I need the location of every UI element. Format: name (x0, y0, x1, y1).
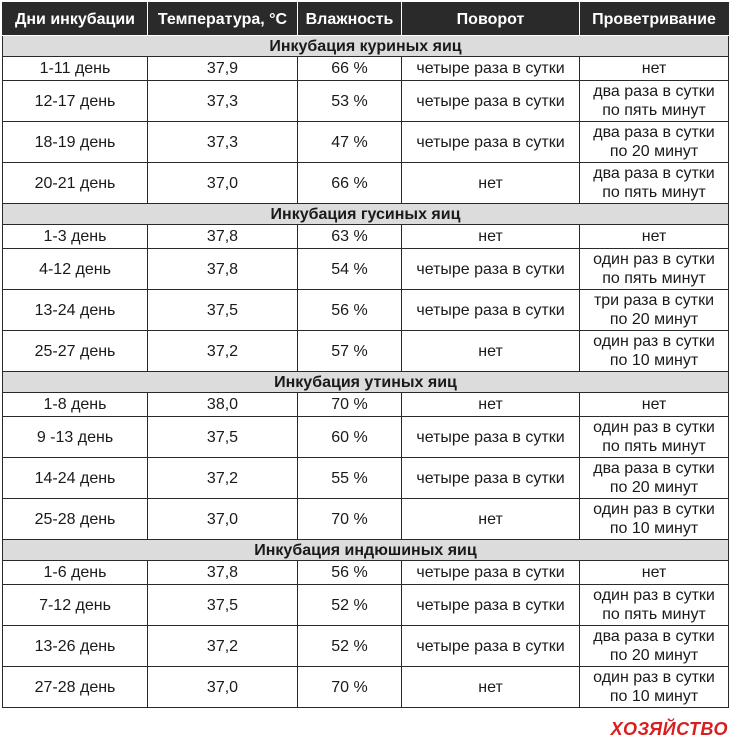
watermark-logo: ХОЗЯЙСТВО (610, 719, 728, 739)
ventilation-line: один раз в сутки (593, 587, 715, 604)
days-cell: 25-27 день (3, 331, 148, 372)
ventilation-line: три раза в сутки (593, 292, 715, 309)
ventilation-line: один раз в сутки (593, 669, 715, 686)
turning-cell: нет (402, 225, 580, 249)
days-cell: 18-19 день (3, 122, 148, 163)
ventilation-line: по пять минут (602, 438, 706, 455)
days-cell: 20-21 день (3, 163, 148, 204)
table-row (3, 458, 729, 499)
ventilation-cell (580, 163, 729, 204)
days-cell: 14-24 день (3, 458, 148, 499)
ventilation-line: два раза в сутки (593, 124, 715, 141)
turning-cell: нет (402, 499, 580, 540)
humidity-cell: 56 % (298, 561, 402, 585)
turning-cell: четыре раза в сутки (402, 417, 580, 458)
temperature-cell: 37,0 (148, 499, 298, 540)
humidity-cell: 70 % (298, 393, 402, 417)
days-cell: 25-28 день (3, 499, 148, 540)
days-cell: 13-26 день (3, 626, 148, 667)
ventilation-cell (580, 393, 729, 417)
ventilation-cell (580, 458, 729, 499)
humidity-cell: 66 % (298, 163, 402, 204)
days-cell: 9 -13 день (3, 417, 148, 458)
humidity-cell: 63 % (298, 225, 402, 249)
days-cell: 1-8 день (3, 393, 148, 417)
turning-cell: четыре раза в сутки (402, 290, 580, 331)
table-row (3, 57, 729, 81)
turning-cell: четыре раза в сутки (402, 122, 580, 163)
humidity-cell: 52 % (298, 626, 402, 667)
table-header-row (3, 3, 729, 36)
days-cell: 12-17 день (3, 81, 148, 122)
header-ventilation: Проветривание (580, 3, 729, 36)
section-title: Инкубация куриных яиц (3, 36, 729, 57)
humidity-cell: 52 % (298, 585, 402, 626)
temperature-cell: 37,2 (148, 626, 298, 667)
ventilation-line: по 20 минут (609, 479, 699, 496)
humidity-cell: 70 % (298, 667, 402, 708)
temperature-cell: 37,8 (148, 561, 298, 585)
ventilation-line: два раза в сутки (593, 83, 715, 100)
ventilation-line: по пять минут (602, 102, 706, 119)
ventilation-line: по пять минут (602, 606, 706, 623)
turning-cell: нет (402, 163, 580, 204)
ventilation-line: нет (641, 396, 667, 413)
humidity-cell: 53 % (298, 81, 402, 122)
ventilation-line: нет (641, 564, 667, 581)
days-cell: 7-12 день (3, 585, 148, 626)
temperature-cell: 37,0 (148, 667, 298, 708)
ventilation-cell (580, 122, 729, 163)
temperature-cell: 37,5 (148, 417, 298, 458)
ventilation-line: два раза в сутки (593, 628, 715, 645)
temperature-cell: 37,5 (148, 585, 298, 626)
ventilation-line: по 10 минут (609, 352, 699, 369)
humidity-cell: 56 % (298, 290, 402, 331)
temperature-cell: 37,8 (148, 225, 298, 249)
ventilation-cell (580, 81, 729, 122)
header-days: Дни инкубации (3, 3, 148, 36)
ventilation-cell (580, 561, 729, 585)
turning-cell: четыре раза в сутки (402, 57, 580, 81)
days-cell: 1-3 день (3, 225, 148, 249)
table-row (3, 626, 729, 667)
humidity-cell: 60 % (298, 417, 402, 458)
ventilation-line: два раза в сутки (593, 460, 715, 477)
ventilation-line: по 20 минут (609, 311, 699, 328)
days-cell: 4-12 день (3, 249, 148, 290)
days-cell: 1-11 день (3, 57, 148, 81)
temperature-cell: 37,0 (148, 163, 298, 204)
temperature-cell: 38,0 (148, 393, 298, 417)
table-row (3, 81, 729, 122)
header-humidity: Влажность (298, 3, 402, 36)
days-cell: 13-24 день (3, 290, 148, 331)
table-row (3, 122, 729, 163)
table-row (3, 331, 729, 372)
ventilation-line: по пять минут (602, 184, 706, 201)
table-row (3, 225, 729, 249)
table-row (3, 667, 729, 708)
table-row (3, 417, 729, 458)
ventilation-cell (580, 331, 729, 372)
humidity-cell: 47 % (298, 122, 402, 163)
section-row (3, 204, 729, 225)
table-row (3, 249, 729, 290)
ventilation-cell (580, 585, 729, 626)
temperature-cell: 37,9 (148, 57, 298, 81)
ventilation-line: два раза в сутки (593, 165, 715, 182)
table-row (3, 585, 729, 626)
temperature-cell: 37,2 (148, 458, 298, 499)
ventilation-cell (580, 499, 729, 540)
section-row (3, 36, 729, 57)
table-row (3, 163, 729, 204)
section-row (3, 372, 729, 393)
section-title: Инкубация утиных яиц (3, 372, 729, 393)
temperature-cell: 37,5 (148, 290, 298, 331)
ventilation-cell (580, 249, 729, 290)
turning-cell: четыре раза в сутки (402, 81, 580, 122)
turning-cell: четыре раза в сутки (402, 561, 580, 585)
humidity-cell: 57 % (298, 331, 402, 372)
temperature-cell: 37,2 (148, 331, 298, 372)
ventilation-line: один раз в сутки (593, 501, 715, 518)
section-row (3, 540, 729, 561)
table-row (3, 393, 729, 417)
incubation-table (2, 2, 729, 708)
turning-cell: нет (402, 393, 580, 417)
table-row (3, 561, 729, 585)
ventilation-cell (580, 290, 729, 331)
ventilation-line: по 10 минут (609, 520, 699, 537)
ventilation-line: нет (641, 228, 667, 245)
temperature-cell: 37,3 (148, 81, 298, 122)
table-row (3, 290, 729, 331)
ventilation-line: по пять минут (602, 270, 706, 287)
temperature-cell: 37,8 (148, 249, 298, 290)
header-temperature: Температура, °С (148, 3, 298, 36)
ventilation-cell (580, 626, 729, 667)
days-cell: 1-6 день (3, 561, 148, 585)
table-body (3, 36, 729, 708)
turning-cell: четыре раза в сутки (402, 585, 580, 626)
table-row (3, 499, 729, 540)
turning-cell: нет (402, 667, 580, 708)
ventilation-line: по 20 минут (609, 143, 699, 160)
ventilation-line: по 20 минут (609, 647, 699, 664)
ventilation-cell (580, 417, 729, 458)
section-title: Инкубация гусиных яиц (3, 204, 729, 225)
humidity-cell: 70 % (298, 499, 402, 540)
ventilation-line: по 10 минут (609, 688, 699, 705)
ventilation-line: один раз в сутки (593, 333, 715, 350)
days-cell: 27-28 день (3, 667, 148, 708)
ventilation-cell (580, 667, 729, 708)
section-title: Инкубация индюшиных яиц (3, 540, 729, 561)
ventilation-line: нет (641, 60, 667, 77)
humidity-cell: 66 % (298, 57, 402, 81)
ventilation-cell (580, 57, 729, 81)
humidity-cell: 54 % (298, 249, 402, 290)
header-turning: Поворот (402, 3, 580, 36)
ventilation-cell (580, 225, 729, 249)
temperature-cell: 37,3 (148, 122, 298, 163)
turning-cell: четыре раза в сутки (402, 458, 580, 499)
ventilation-line: один раз в сутки (593, 251, 715, 268)
humidity-cell: 55 % (298, 458, 402, 499)
turning-cell: нет (402, 331, 580, 372)
turning-cell: четыре раза в сутки (402, 249, 580, 290)
ventilation-line: один раз в сутки (593, 419, 715, 436)
turning-cell: четыре раза в сутки (402, 626, 580, 667)
